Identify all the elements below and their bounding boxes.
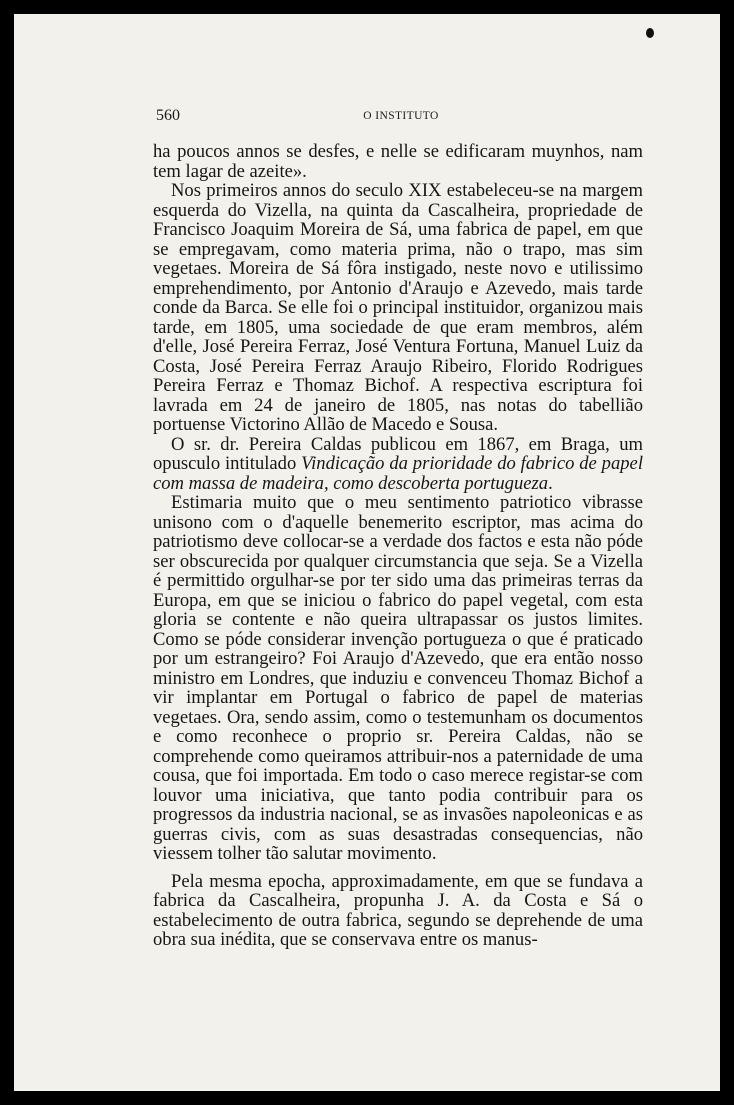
paragraph-mesma-epocha: Pela mesma epocha, approximadamente, em que se fundava a fabrica da Cascalheira, propunha J. A. da Costa e Sá o estabelecimento de outra fabrica, segundo se deprehende de uma obra sua inédita, que se conservava entre os manus- <box>153 870 643 950</box>
book-title-italic: Vindicação da prioridade do fabrico de papel com massa de madeira, como descoberta portugueza <box>153 453 643 494</box>
ink-speck <box>646 28 654 38</box>
body-text <box>153 142 643 950</box>
paragraph-text: . <box>548 472 553 494</box>
book-page <box>14 14 720 1091</box>
page-number: 560 <box>156 107 180 124</box>
paragraph-text: O sr. dr. Pereira Caldas publicou em 1867, em Braga, um opusculo intitulado <box>153 433 643 474</box>
paragraph-continuation: ha poucos annos se desfes, e nelle se edificaram muynhos, nam tem lagar de azeite». <box>153 141 643 182</box>
running-head <box>156 107 646 129</box>
paragraph-patriotismo: Estimaria muito que o meu sentimento patriotico vibrasse unisono com o d'aquelle benemerito escriptor, mas acima do patriotismo deve collocar-se a verdade dos factos e esta não póde ser obscurecida por qualquer circumstancia que seja. Se a Vizella é permittido orgulhar-se por ter sido uma das primeiras terras da Europa, em que se iniciou o fabrico do papel vegetal, com esta gloria se contente e não queira ultrapassar os justos limites. Como se póde considerar invenção portugueza o que é praticado por um estrangeiro? Foi Araujo d'Azevedo, que era então nosso ministro em Londres, que induziu e convenceu Thomaz Bichof a vir implantar em Portugal o fabrico de papel de materias vegetaes. Ora, sendo assim, como o testemunham os documentos e como reconhece o proprio sr. Pereira Caldas, não se comprehende como queiramos attribuir-nos a paternidade de uma cousa, que foi importada. Em todo o caso merece registar-se com louvor uma iniciativa, que tanto podia contribuir para os progressos da industria nacional, se as invasões napoleonicas e as guerras civis, com as suas desastradas consequencias, não viessem tolher tão salutar movimento. <box>153 492 643 864</box>
running-title: O INSTITUTO <box>363 110 439 122</box>
paragraph-fabrica-cascalheira: Nos primeiros annos do seculo XIX estabeleceu-se na margem esquerda do Vizella, na quinta da Cascalheira, propriedade de Francisco Joaquim Moreira de Sá, uma fabrica de papel, em que se empregavam, como materia prima, não o trapo, mas sim vegetaes. Moreira de Sá fôra instigado, neste novo e utilissimo emprehendimento, por Antonio d'Araujo e Azevedo, mais tarde conde da Barca. Se elle foi o principal instituidor, organizou mais tarde, em 1805, uma sociedade de que eram membros, além d'elle, José Pereira Ferraz, José Ventura Fortuna, Manuel Luiz da Costa, José Pereira Ferraz Araujo Ribeiro, Florido Rodrigues Pereira Ferraz e Thomaz Bichof. A respectiva escriptura foi lavrada em 24 de janeiro de 1805, nas notas do tabellião portuense Victorino Allão de Macedo e Sousa. <box>153 180 643 435</box>
paragraph-pereira-caldas <box>153 435 643 494</box>
